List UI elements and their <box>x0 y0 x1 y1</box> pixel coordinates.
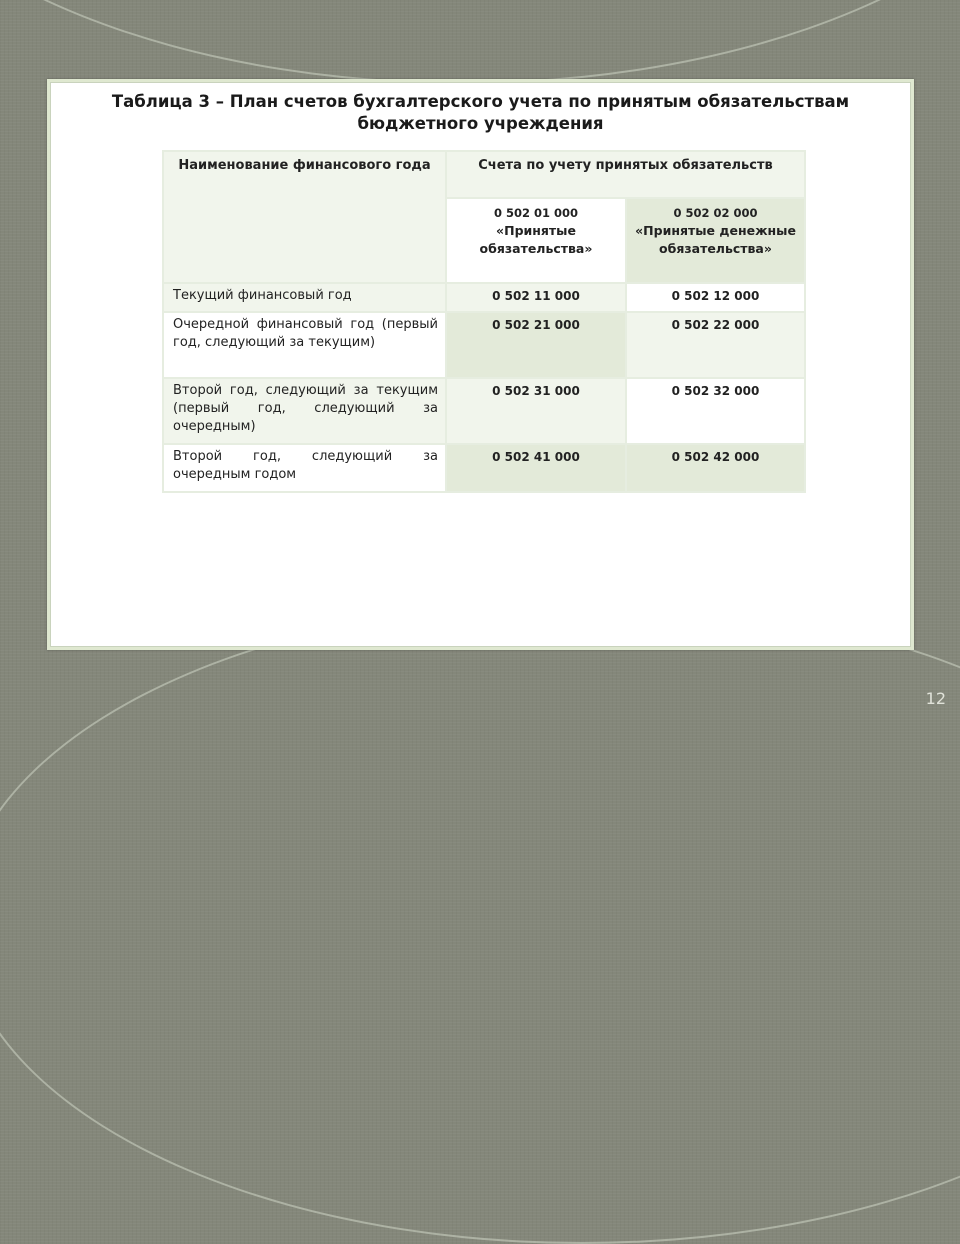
row-account-code: 0 502 21 000 <box>446 312 626 378</box>
row-label: Второй год, следующий за очередным годом <box>163 444 446 492</box>
row-account-code: 0 502 41 000 <box>446 444 626 492</box>
table-title-line-1: Таблица 3 – План счетов бухгалтерского учета по принятым обязательствам <box>111 92 850 111</box>
table-row <box>163 378 805 444</box>
row-account-code: 0 502 31 000 <box>446 378 626 444</box>
column-code: 0 502 01 000 <box>493 206 579 220</box>
slide-frame <box>47 79 914 650</box>
table-row <box>163 312 805 378</box>
header-financial-year-name: Наименование финансового года <box>163 151 446 283</box>
slide-content <box>50 82 911 647</box>
accounts-plan-table <box>162 150 806 493</box>
row-account-code: 0 502 12 000 <box>626 283 805 312</box>
column-code: 0 502 02 000 <box>673 206 758 220</box>
header-accounts: Счета по учету принятых обязательств <box>446 151 805 198</box>
decorative-arc-bottom <box>0 600 960 1244</box>
column-name: «Принятые обязательства» <box>479 223 593 256</box>
row-label: Второй год, следующий за текущим (первый год, следующий за очередным) <box>163 378 446 444</box>
table-title-line-2: бюджетного учреждения <box>357 114 604 133</box>
slide-number: 12 <box>925 689 946 708</box>
table-title <box>51 91 910 135</box>
column-name: «Принятые денежные обязательства» <box>635 223 796 256</box>
table-row <box>163 444 805 492</box>
row-account-code: 0 502 11 000 <box>446 283 626 312</box>
decorative-arc-top <box>0 0 960 84</box>
row-account-code: 0 502 32 000 <box>626 378 805 444</box>
header-column-accepted-monetary-obligations <box>626 198 805 283</box>
row-account-code: 0 502 42 000 <box>626 444 805 492</box>
row-account-code: 0 502 22 000 <box>626 312 805 378</box>
row-label: Очередной финансовый год (первый год, следующий за текущим) <box>163 312 446 378</box>
table-row <box>163 283 805 312</box>
row-label: Текущий финансовый год <box>163 283 446 312</box>
accounts-table-wrapper <box>162 150 804 493</box>
table-header-row <box>163 151 805 198</box>
header-column-accepted-obligations <box>446 198 626 283</box>
